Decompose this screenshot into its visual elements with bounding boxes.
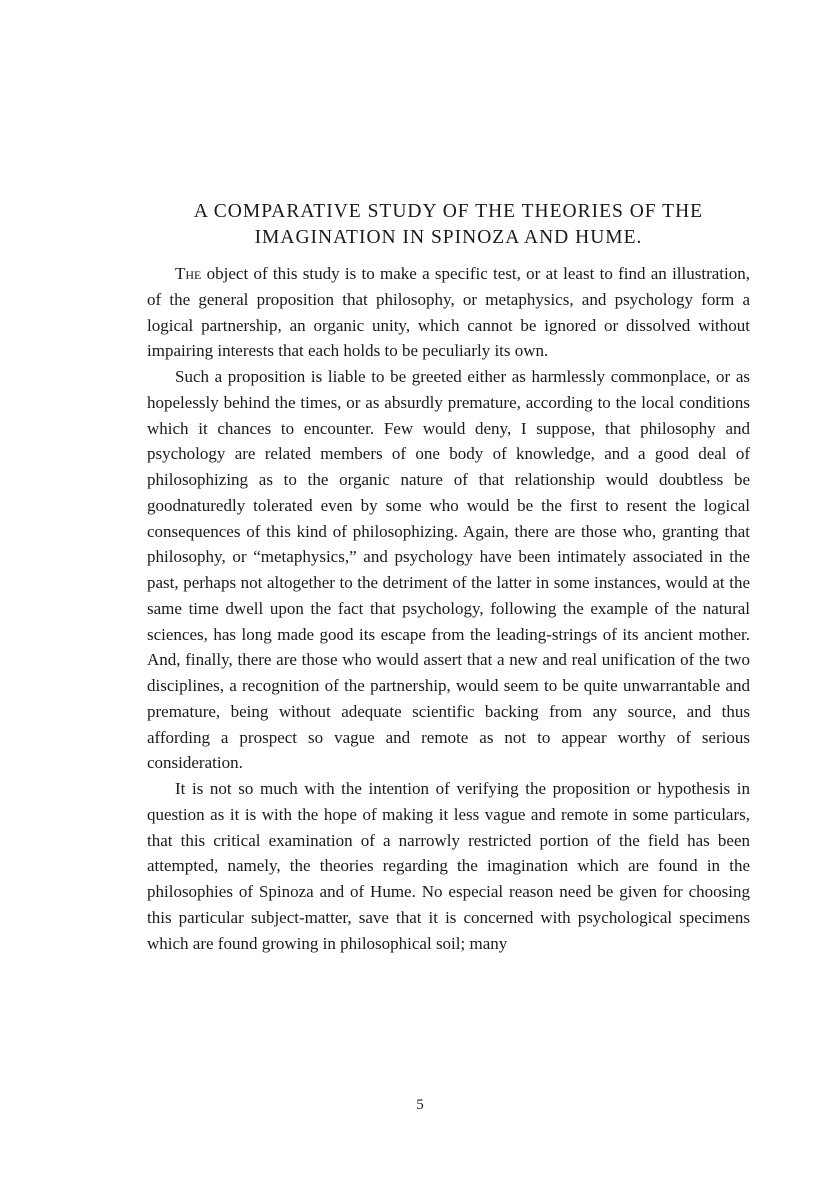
paragraph-2: Such a proposition is liable to be greeted either as harmlessly commonplace, or as hopelessly behind the times, or as absurdly premature, according to the local conditions which it chances to encounter. Few would deny, I suppose, that philosophy and psychology are related members of one body of knowledge, and a good deal of philosophizing as to the organic nature of that relationship would doubtless be goodnaturedly tolerated even by some who would be the first to resent the logical consequences of this kind of philosophizing. Again, there are those who, granting that philosophy, or “metaphysics,” and psychology have been intimately associated in the past, perhaps not altogether to the detriment of the latter in some instances, would at the same time dwell upon the fact that psychology, following the example of the natural sciences, has long made good its escape from the leading-strings of its ancient mother. And, finally, there are those who would assert that a new and real unification of the two disciplines, a recognition of the partnership, would seem to be quite unwarrantable and premature, being without adequate scientific backing from any source, and thus affording a prospect so vague and remote as not to appear worthy of serious consideration.	[147, 367, 750, 773]
paragraph-3: It is not so much with the intention of verifying the proposition or hypothesis in question as it is with the hope of making it less vague and remote in some particulars, that this critical examination of a narrowly restricted portion of the field has been attempted, namely, the theories regarding the imagination which are found in the philosophies of Spinoza and of Hume. No especial reason need be given for choosing this particular subject-matter, save that it is concerned with psychological specimens which are found growing in philosophical soil; many	[147, 779, 750, 953]
paragraph-lead-word: The	[175, 264, 202, 283]
paragraph-1-text: object of this study is to make a specific test, or at least to find an illustration, of the general proposition that philosophy, or metaphysics, and psychology form a logical partnership, an organic unity, which cannot be ignored or dissolved without impairing interests that each holds to be peculiarly its own.	[147, 264, 750, 361]
chapter-title-line-2: IMAGINATION IN SPINOZA AND HUME.	[254, 227, 643, 248]
paragraph-1	[147, 261, 750, 364]
text-block	[147, 199, 750, 956]
page-number: 5	[416, 1097, 424, 1113]
chapter-title-line-1: A COMPARATIVE STUDY OF THE THEORIES OF THE	[193, 201, 704, 222]
body-text	[147, 261, 750, 956]
chapter-title	[147, 199, 750, 251]
